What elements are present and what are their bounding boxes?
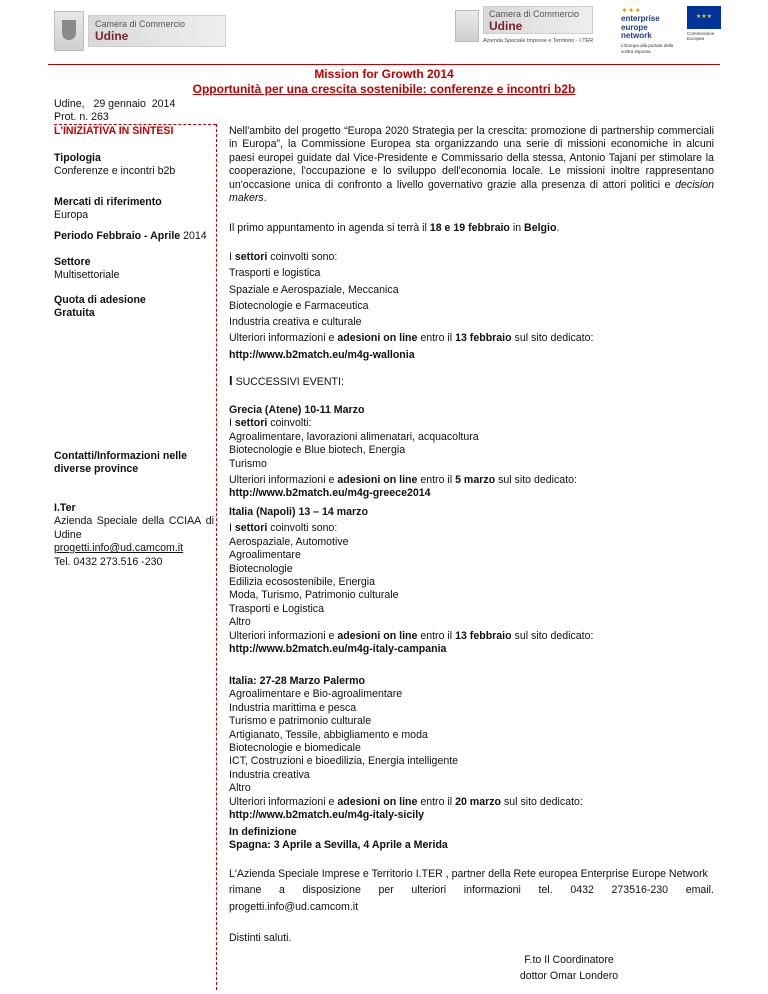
belgio-sector: Spaziale e Aerospaziale, Meccanica <box>229 283 399 296</box>
first-text-a: Il primo appuntamento in agenda si terrà il <box>229 222 430 234</box>
napoli-sector: Agroalimentare <box>229 549 301 562</box>
napoli-settori-b: settori <box>234 522 268 535</box>
document-title <box>0 67 768 96</box>
column-divider <box>216 124 217 990</box>
een-text-1: enterprise <box>621 14 660 23</box>
belgio-settori-a: I <box>229 251 235 263</box>
logo-right-line1: Camera di Commercio <box>489 9 580 19</box>
settore-label: Settore <box>54 256 91 268</box>
logo-group-right <box>455 6 727 55</box>
signature-block <box>499 954 639 984</box>
belgio-url-link[interactable]: http://www.b2match.eu/m4g-wallonia <box>229 348 415 361</box>
first-text-c: in <box>509 222 525 234</box>
sidebar-tipologia <box>54 152 214 179</box>
grecia-settori-c: coinvolti: <box>267 417 312 430</box>
summary-label: L'INIZIATIVA IN SINTESI <box>54 124 174 137</box>
palermo-url-link[interactable]: http://www.b2match.eu/m4g-italy-sicily <box>229 809 425 822</box>
logo-right-sub: Azienda Speciale Imprese e Territorio - I.TER <box>483 38 594 44</box>
page-header <box>0 0 768 62</box>
belgio-section <box>229 249 714 363</box>
contatti-label: Contatti/Informazioni nelle diverse province <box>54 450 188 476</box>
een-stars-icon: ✦✦✦ <box>621 6 642 15</box>
closing-word: 0432 <box>570 884 594 897</box>
mercati-value: Europa <box>54 209 89 222</box>
belgio-info-b: adesioni on line <box>337 332 418 345</box>
palermo-info-a: Ulteriori informazioni e <box>229 795 338 808</box>
palermo-info <box>229 796 714 809</box>
iter-line2: Udine <box>54 528 82 541</box>
palermo-sector: Industria creativa <box>229 768 310 781</box>
first-text-e: . <box>556 222 560 234</box>
belgio-settori-b: settori <box>234 251 268 263</box>
een-text-3: network <box>621 31 652 40</box>
napoli-title: Italia (Napoli) 13 – 14 marzo <box>229 506 368 518</box>
sidebar-iter <box>54 502 214 569</box>
intro-italic: decision makers <box>229 178 714 205</box>
closing-word: 273516-230 <box>611 884 669 897</box>
mercati-label: Mercati di riferimento <box>54 196 162 208</box>
palermo-info-e: sul sito dedicato: <box>501 795 583 808</box>
quota-label: Quota di adesione <box>54 294 146 306</box>
document-meta <box>54 98 214 138</box>
closing-email: progetti.info@ud.camcom.it <box>229 900 359 913</box>
sidebar-periodo <box>54 230 214 243</box>
belgio-info-e: sul sito dedicato: <box>511 332 594 345</box>
periodo-label: Periodo Febbraio - Aprile <box>54 230 181 242</box>
napoli-sector: Trasporti e Logistica <box>229 602 324 615</box>
grecia-sector: Turismo <box>229 457 267 470</box>
logo-right-line2: Udine <box>489 19 523 33</box>
eu-commission-logo <box>687 6 727 41</box>
napoli-info-e: sul sito dedicato: <box>511 629 594 642</box>
sidebar-mercati <box>54 196 214 223</box>
first-country: Belgio <box>524 222 557 234</box>
napoli-url-link[interactable]: http://www.b2match.eu/m4g-italy-campania <box>229 643 447 656</box>
periodo-year: 2014 <box>180 230 207 242</box>
grecia-info-c: entro il <box>417 474 456 487</box>
successivi-initial: I <box>229 373 233 388</box>
palermo-sector: Altro <box>229 782 251 795</box>
napoli-sector: Aerospaziale, Automotive <box>229 535 349 548</box>
closing-word: ulteriori <box>411 884 447 897</box>
successivi-rest: SUCCESSIVI EVENTI: <box>232 376 344 388</box>
closing-word: informazioni <box>463 884 521 897</box>
belgio-settori <box>229 249 714 265</box>
sidebar-contatti <box>54 450 194 477</box>
grecia-info-b: adesioni on line <box>337 474 418 487</box>
sidebar-top-rule <box>54 124 216 125</box>
iter-email-link[interactable]: progetti.info@ud.camcom.it <box>54 542 184 555</box>
tipologia-label: Tipologia <box>54 152 101 164</box>
header-divider <box>48 64 720 65</box>
belgio-info-a: Ulteriori informazioni e <box>229 332 338 345</box>
iter-word-1: Azienda <box>54 515 93 528</box>
definizione-title: In definizione <box>229 826 297 838</box>
closing-paragraph <box>229 866 714 915</box>
udine-crest-icon <box>54 11 84 51</box>
first-dates: 18 e 19 febbraio <box>429 222 510 234</box>
intro-end: . <box>263 192 267 205</box>
logo-left-line2: Udine <box>95 29 129 43</box>
document-date: Udine, 29 gennaio 2014 <box>54 98 176 110</box>
camera-commercio-logo-right <box>483 6 593 45</box>
palermo-sector: Biotecnologie e biomedicale <box>229 742 361 755</box>
closing-word: rimane <box>229 884 262 897</box>
grecia-settori-a: I <box>229 417 235 430</box>
protocol-number: Prot. n. 263 <box>54 111 109 124</box>
tipologia-value: Conferenze e incontri b2b <box>54 165 176 178</box>
palermo-info-d: 20 marzo <box>455 795 502 808</box>
belgio-info <box>229 330 714 346</box>
closing-word: tel. <box>538 884 553 897</box>
napoli-sector: Altro <box>229 616 251 629</box>
palermo-title: Italia: 27-28 Marzo Palermo <box>229 675 366 687</box>
iter-line1 <box>54 515 214 528</box>
grecia-info-d: 5 marzo <box>455 474 496 487</box>
grecia-url-link[interactable]: http://www.b2match.eu/m4g-greece2014 <box>229 487 431 500</box>
napoli-sector: Biotecnologie <box>229 562 293 575</box>
definizione-text: Spagna: 3 Aprile a Sevilla, 4 Aprile a Merida <box>229 839 448 852</box>
title-line2: Opportunità per una crescita sostenibile: conferenze e incontri b2b <box>192 81 576 96</box>
napoli-info-c: entro il <box>417 629 456 642</box>
definizione-section <box>229 826 714 853</box>
iter-label: I.Ter <box>54 502 76 514</box>
napoli-sector: Moda, Turismo, Patrimonio culturale <box>229 589 399 602</box>
grecia-info <box>229 474 714 487</box>
napoli-info-b: adesioni on line <box>337 629 418 642</box>
eu-flag-icon: ★★★ <box>687 6 721 29</box>
signature-line2: dottor Omar Londero <box>519 970 619 983</box>
napoli-sector: Edilizia ecosostenibile, Energia <box>229 576 376 589</box>
closing-word: email. <box>685 884 714 897</box>
closing-word: per <box>378 884 394 897</box>
iter-word-3: della <box>141 515 165 528</box>
grecia-sector: Biotecnologie e Blue biotech, Energia <box>229 444 406 457</box>
napoli-settori <box>229 522 714 535</box>
grecia-settori <box>229 417 714 430</box>
quota-value: Gratuita <box>54 307 95 320</box>
palermo-info-b: adesioni on line <box>337 795 418 808</box>
closing-line1: L'Azienda Speciale Imprese e Territorio I.TER , partner della Rete europea Enterprise Europe Network <box>229 868 708 880</box>
napoli-info <box>229 630 714 643</box>
napoli-info-d: 13 febbraio <box>455 629 512 642</box>
palermo-info-c: entro il <box>417 795 456 808</box>
iter-word-5: di <box>205 515 214 528</box>
signature-line1: F.to Il Coordinatore <box>524 954 614 966</box>
grecia-info-e: sul sito dedicato: <box>495 474 577 487</box>
napoli-settori-a: I <box>229 522 235 535</box>
eu-sub: Commissione Europea <box>687 31 715 41</box>
logo-left-line1: Camera di Commercio <box>95 19 186 29</box>
belgio-info-c: entro il <box>417 332 456 345</box>
settore-value: Multisettoriale <box>54 269 120 282</box>
iter-word-2: Speciale <box>96 515 138 528</box>
logo-left-text <box>88 15 226 47</box>
successivi-eventi-heading <box>229 374 714 389</box>
belgio-sector: Biotecnologie e Farmaceutica <box>229 299 369 312</box>
closing-word: a <box>279 884 285 897</box>
palermo-sector: Industria marittima e pesca <box>229 701 357 714</box>
grecia-title: Grecia (Atene) 10-11 Marzo <box>229 404 365 416</box>
camera-commercio-logo-left <box>54 11 226 51</box>
intro-text: Nell'ambito del progetto “Europa 2020 Strategia per la crescita: promozione di partnership commerciali in Europa”, la Commissione Europea sta organizzando una serie di missioni economiche in alcuni paesi europei guidate dal Vice-Presidente e Commissario della stessa, Antonio Tajani per stimolare la cooperazione, l'occupazione e lo sviluppo dell'economia locale. Le missioni inoltre rappresentano un'occasione unica di confronto a livello governativo grazie alla presenza di attori politici e <box>229 125 714 191</box>
palermo-section <box>229 675 714 822</box>
sidebar-settore <box>54 256 214 283</box>
grecia-info-a: Ulteriori informazioni e <box>229 474 338 487</box>
palermo-sector: Agroalimentare e Bio-agroalimentare <box>229 688 403 701</box>
first-appointment <box>229 222 714 235</box>
grecia-section <box>229 404 714 501</box>
closing-word: disposizione <box>302 884 361 897</box>
palermo-sector: Artigianato, Tessile, abbigliamento e moda <box>229 728 428 741</box>
palermo-sector: Turismo e patrimonio culturale <box>229 715 372 728</box>
intro-paragraph <box>229 125 714 205</box>
napoli-section <box>229 506 714 656</box>
belgio-settori-c: coinvolti sono: <box>267 251 338 263</box>
closing-line2 <box>229 882 714 898</box>
napoli-settori-c: coinvolti sono: <box>267 522 338 535</box>
iter-tel: Tel. 0432 273.516 -230 <box>54 555 163 568</box>
sidebar-quota <box>54 294 214 321</box>
grecia-sector: Agroalimentare, lavorazioni alimenatari, acquacoltura <box>229 430 479 443</box>
grecia-settori-b: settori <box>234 417 268 430</box>
een-text-2: europe <box>621 22 648 32</box>
een-sub: L'Europa alla portata della vostra impresa <box>621 42 674 54</box>
enterprise-europe-network-logo <box>621 6 677 55</box>
napoli-info-a: Ulteriori informazioni e <box>229 629 338 642</box>
iter-word-4: CCIAA <box>168 515 202 528</box>
udine-crest-small-icon <box>455 10 479 42</box>
belgio-info-d: 13 febbraio <box>455 332 512 345</box>
palermo-sector: ICT, Costruzioni e bioedilizia, Energia intelligente <box>229 755 459 768</box>
title-line1: Mission for Growth 2014 <box>314 67 454 81</box>
belgio-sector: Trasporti e logistica <box>229 267 321 280</box>
belgio-sector: Industria creativa e culturale <box>229 316 362 329</box>
regards: Distinti saluti. <box>229 932 292 944</box>
